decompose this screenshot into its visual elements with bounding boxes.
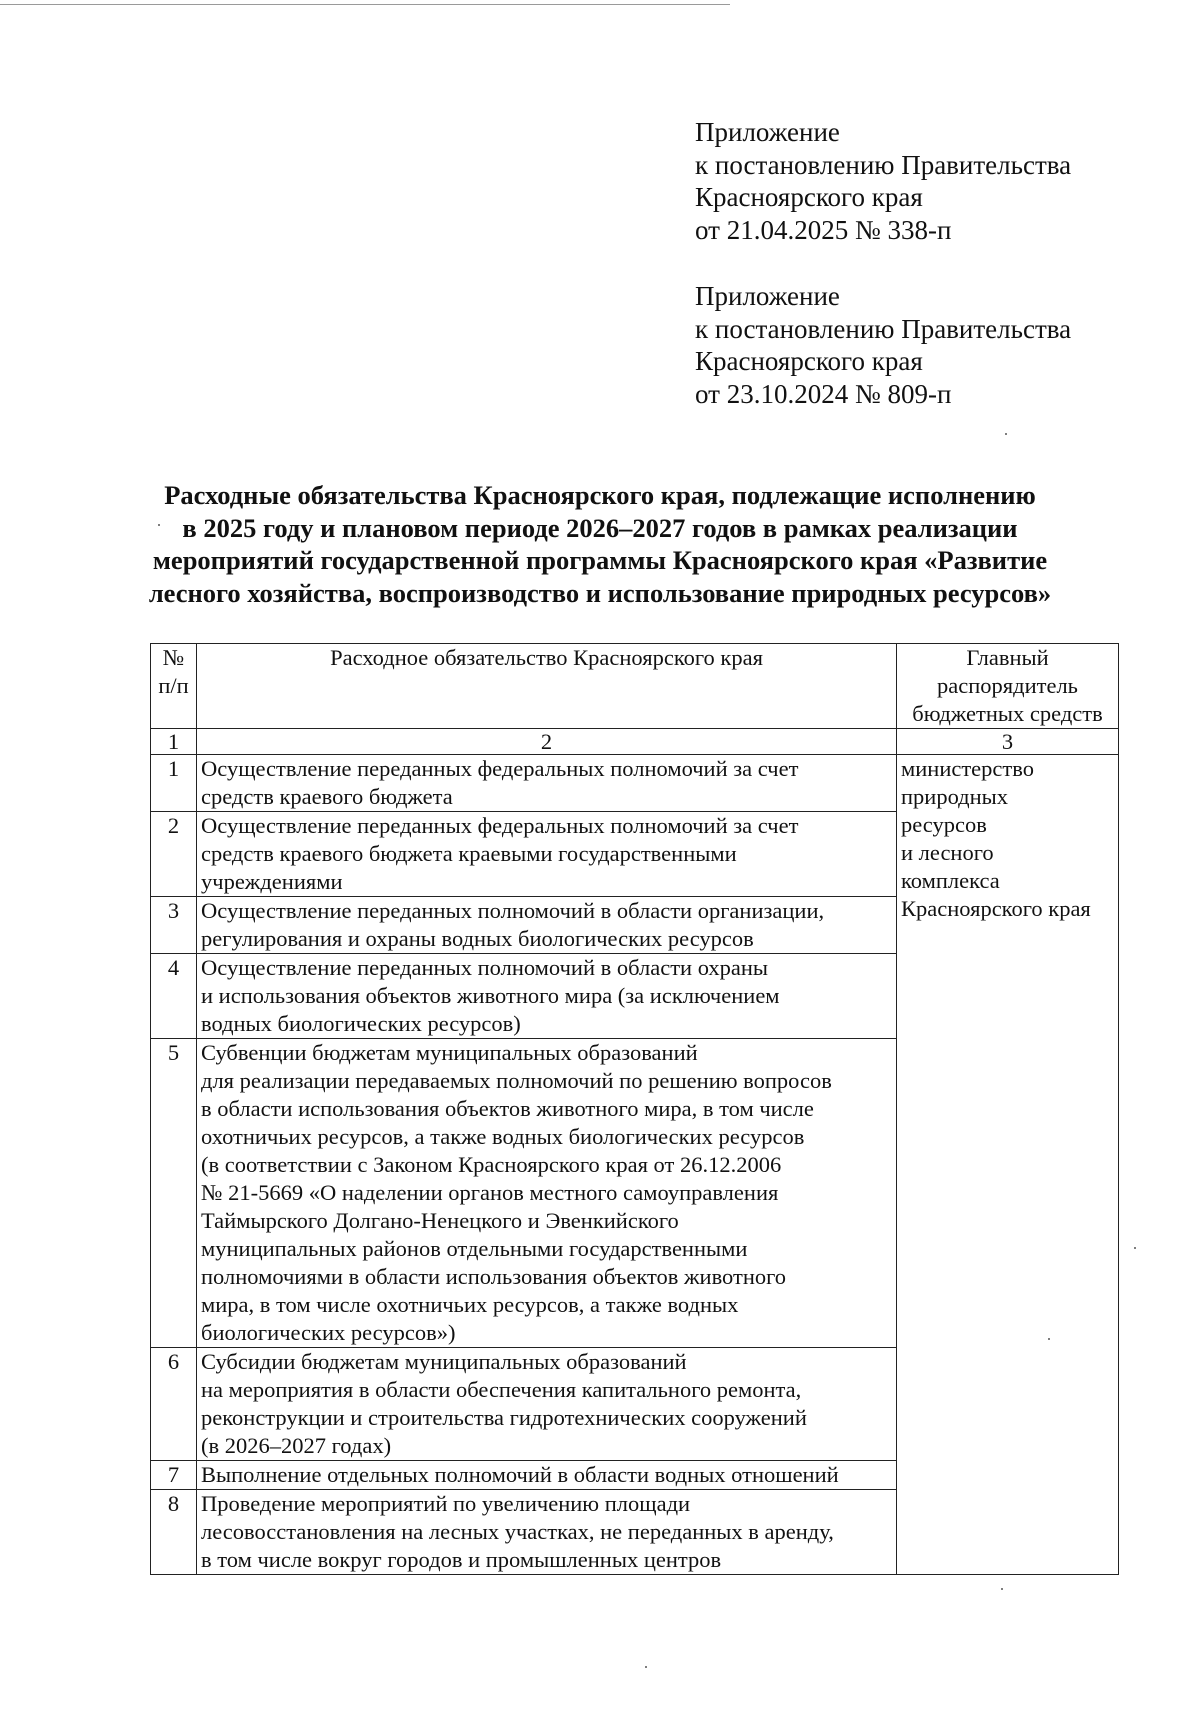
- column-index: 2: [197, 729, 897, 755]
- scan-speck: [1134, 1247, 1136, 1249]
- header-line: распорядитель: [937, 673, 1078, 698]
- scan-speck: [645, 1666, 647, 1668]
- row-number: 2: [151, 812, 197, 897]
- cell-line: Осуществление переданных полномочий в области организации,: [201, 898, 825, 923]
- obligation-cell: [197, 954, 897, 1039]
- cell-line: учреждениями: [201, 869, 343, 894]
- cell-line: водных биологических ресурсов): [201, 1011, 521, 1036]
- row-number: 1: [151, 755, 197, 812]
- cell-line: № 21-5669 «О наделении органов местного самоуправления: [201, 1180, 779, 1205]
- appendix-block-2: [695, 280, 1175, 410]
- column-index: 1: [151, 729, 197, 755]
- cell-line: на мероприятия в области обеспечения капитального ремонта,: [201, 1377, 802, 1402]
- cell-line: регулирования и охраны водных биологических ресурсов: [201, 926, 754, 951]
- cell-line: в том числе вокруг городов и промышленных центров: [201, 1547, 722, 1572]
- header-budget-manager: [897, 644, 1119, 729]
- title-line: в 2025 году и плановом периоде 2026–2027 годов в рамках реализации: [182, 512, 1018, 543]
- header-line: п/п: [158, 673, 189, 698]
- obligation-cell: [197, 1348, 897, 1461]
- cell-line: Осуществление переданных федеральных полномочий за счет: [201, 756, 799, 781]
- row-number: 3: [151, 897, 197, 954]
- cell-line: полномочиями в области использования объектов животного: [201, 1264, 787, 1289]
- row-number: 5: [151, 1039, 197, 1348]
- header-obligation: [197, 644, 897, 729]
- obligation-cell: [197, 1490, 897, 1575]
- header-line: Расходное обязательство Красноярского края: [330, 645, 763, 670]
- appendix-line: Красноярского края: [695, 346, 923, 376]
- cell-line: Осуществление переданных полномочий в области охраны: [201, 955, 769, 980]
- cell-line: реконструкции и строительства гидротехнических сооружений: [201, 1405, 807, 1430]
- cell-line: в области использования объектов животного мира, в том числе: [201, 1096, 814, 1121]
- appendix-line: от 21.04.2025 № 338-п: [695, 214, 952, 245]
- header-line: №: [162, 645, 185, 670]
- cell-line: министерство: [901, 756, 1034, 781]
- scan-speck: [158, 524, 160, 526]
- cell-line: ресурсов: [901, 812, 987, 837]
- scan-top-rule: [0, 4, 730, 5]
- cell-line: (в 2026–2027 годах): [201, 1433, 392, 1458]
- title-line: Расходные обязательства Красноярского края, подлежащие исполнению: [164, 480, 1036, 510]
- cell-line: Субвенции бюджетам муниципальных образований: [201, 1040, 698, 1065]
- cell-line: мира, в том числе охотничьих ресурсов, а также водных: [201, 1292, 739, 1317]
- appendix-line: от 23.10.2024 № 809-п: [695, 378, 952, 409]
- cell-line: комплекса: [901, 868, 1000, 893]
- cell-line: лесовосстановления на лесных участках, не переданных в аренду,: [201, 1519, 834, 1544]
- row-number: 8: [151, 1490, 197, 1575]
- obligations-table: [150, 643, 1119, 1575]
- row-number: 4: [151, 954, 197, 1039]
- cell-line: средств краевого бюджета: [201, 784, 453, 809]
- appendix-line: к постановлению Правительства: [695, 149, 1072, 180]
- header-number: [151, 644, 197, 729]
- cell-line: и использования объектов животного мира (за исключением: [201, 983, 780, 1008]
- document-title: [100, 479, 1100, 609]
- cell-line: (в соответствии с Законом Красноярского края от 26.12.2006: [201, 1152, 782, 1177]
- scan-speck: [1005, 433, 1007, 435]
- table-row: [151, 755, 1119, 812]
- row-number: 7: [151, 1461, 197, 1490]
- cell-line: муниципальных районов отдельными государственными: [201, 1236, 748, 1261]
- scan-speck: [1048, 1338, 1050, 1340]
- title-line: мероприятий государственной программы Красноярского края «Развитие: [152, 545, 1048, 575]
- column-index-row: [151, 729, 1119, 755]
- scan-speck: [1001, 1588, 1003, 1590]
- cell-line: для реализации передаваемых полномочий по решению вопросов: [201, 1068, 832, 1093]
- cell-line: природных: [901, 784, 1009, 809]
- obligation-cell: [197, 812, 897, 897]
- header-line: бюджетных средств: [912, 701, 1103, 726]
- cell-line: Выполнение отдельных полномочий в области водных отношений: [201, 1462, 839, 1487]
- title-line: лесного хозяйства, воспроизводство и использование природных ресурсов»: [148, 577, 1052, 608]
- obligation-cell: [197, 1461, 897, 1490]
- appendix-line: Приложение: [695, 117, 840, 147]
- header-line: Главный: [966, 645, 1049, 670]
- cell-line: средств краевого бюджета краевыми государственными: [201, 841, 737, 866]
- cell-line: Проведение мероприятий по увеличению площади: [201, 1491, 691, 1516]
- cell-line: Осуществление переданных федеральных полномочий за счет: [201, 813, 799, 838]
- obligation-cell: [197, 1039, 897, 1348]
- cell-line: охотничьих ресурсов, а также водных биологических ресурсов: [201, 1124, 805, 1149]
- cell-line: Красноярского края: [901, 896, 1091, 921]
- cell-line: Субсидии бюджетам муниципальных образований: [201, 1349, 687, 1374]
- row-number: 6: [151, 1348, 197, 1461]
- budget-manager-cell: [897, 755, 1119, 1575]
- appendix-line: Красноярского края: [695, 182, 923, 212]
- cell-line: биологических ресурсов»): [201, 1320, 456, 1345]
- appendix-line: к постановлению Правительства: [695, 313, 1072, 344]
- cell-line: Таймырского Долгано-Ненецкого и Эвенкийского: [201, 1208, 679, 1233]
- appendix-block-1: [695, 116, 1175, 246]
- appendix-line: Приложение: [695, 281, 840, 311]
- obligation-cell: [197, 897, 897, 954]
- table-header-row: [151, 644, 1119, 729]
- cell-line: и лесного: [901, 840, 994, 865]
- obligation-cell: [197, 755, 897, 812]
- column-index: 3: [897, 729, 1119, 755]
